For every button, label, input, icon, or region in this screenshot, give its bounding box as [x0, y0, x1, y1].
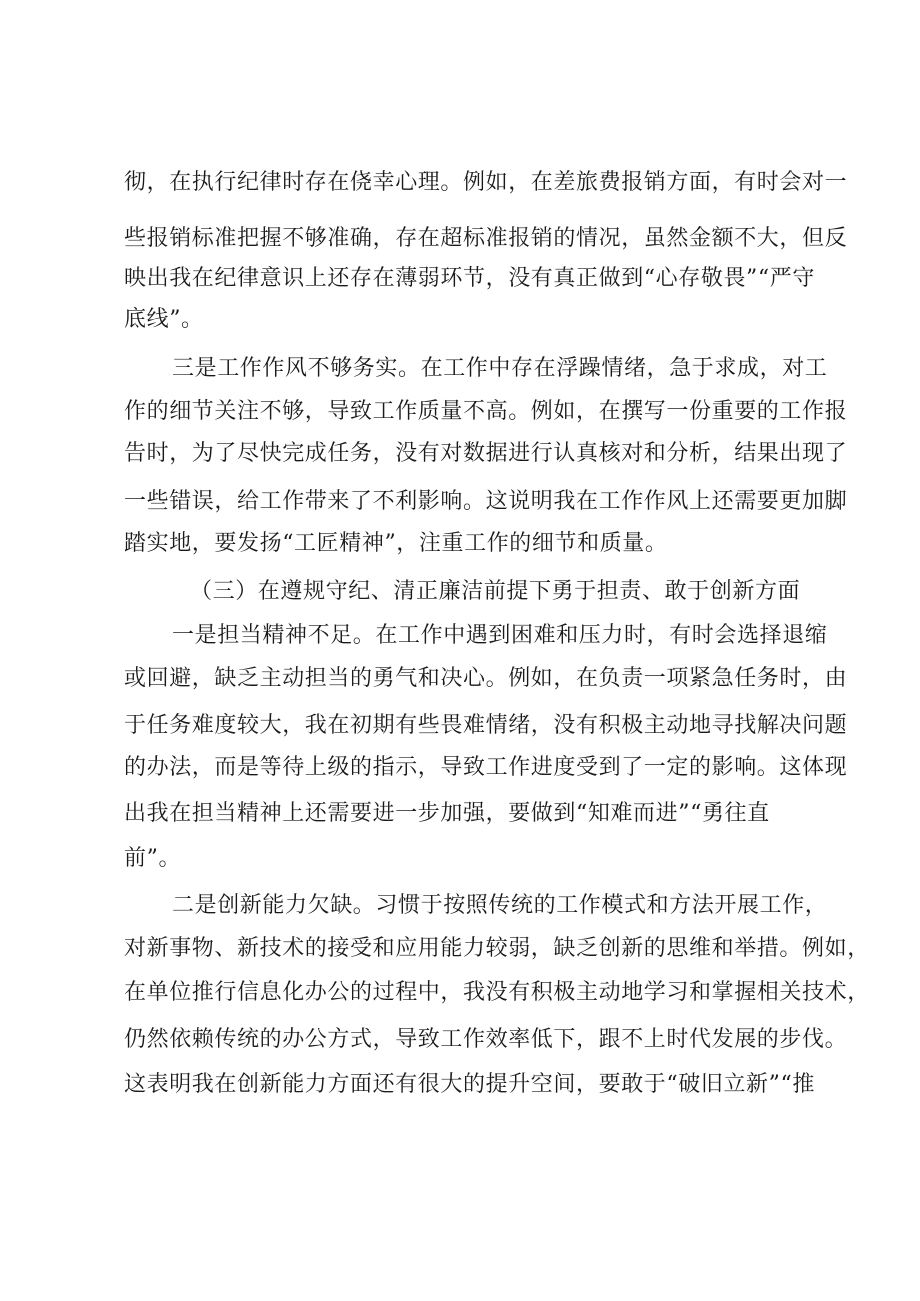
paragraph-line: 一些错误，给工作带来了不利影响。这说明我在工作作风上还需要更加脚: [124, 489, 848, 514]
paragraph-line: 这表明我在创新能力方面还有很大的提升空间，要敢于“破旧立新”“推: [124, 1072, 815, 1097]
paragraph-line: 在单位推行信息化办公的过程中，我没有积极主动地学习和掌握相关技术，: [124, 980, 870, 1005]
paragraph-line: 的办法，而是等待上级的指示，导致工作进度受到了一定的影响。这体现: [124, 755, 848, 780]
paragraph-line: 前”。: [124, 846, 182, 871]
paragraph-line: 映出我在纪律意识上还存在薄弱环节，没有真正做到“心存敬畏”“严守: [124, 266, 815, 291]
paragraph-line: 或回避，缺乏主动担当的勇气和决心。例如，在负责一项紧急任务时，由: [124, 666, 848, 691]
paragraph-line: 对新事物、新技术的接受和应用能力较弱，缺乏创新的思维和举措。例如，: [124, 936, 870, 961]
paragraph-line: 一是担当精神不足。在工作中遇到困难和压力时，有时会选择退缩: [172, 623, 828, 648]
paragraph-line: 底线”。: [124, 307, 204, 332]
paragraph-line: 二是创新能力欠缺。习惯于按照传统的工作模式和方法开展工作，: [172, 893, 828, 918]
paragraph-line: 踏实地，要发扬“工匠精神”，注重工作的细节和质量。: [124, 531, 668, 556]
paragraph-line: 于任务难度较大，我在初期有些畏难情绪，没有积极主动地寻找解决问题: [124, 713, 848, 738]
paragraph-line: 彻，在执行纪律时存在侥幸心理。例如，在差旅费报销方面，有时会对一: [124, 170, 848, 195]
paragraph-line: 出我在担当精神上还需要进一步加强，要做到“知难而进”“勇往直: [124, 801, 770, 826]
paragraph-line: 告时，为了尽快完成任务，没有对数据进行认真核对和分析，结果出现了: [124, 441, 848, 466]
paragraph-line: 些报销标准把握不够准确，存在超标准报销的情况，虽然金额不大，但反: [124, 226, 848, 251]
paragraph-line: 仍然依赖传统的办公方式，导致工作效率低下，跟不上时代发展的步伐。: [124, 1027, 848, 1052]
paragraph-line: 三是工作作风不够务实。在工作中存在浮躁情绪，急于求成，对工: [172, 356, 828, 381]
section-heading: （三）在遵规守纪、清正廉洁前提下勇于担责、敢于创新方面: [190, 579, 801, 604]
paragraph-line: 作的细节关注不够，导致工作质量不高。例如，在撰写一份重要的工作报: [124, 399, 848, 424]
